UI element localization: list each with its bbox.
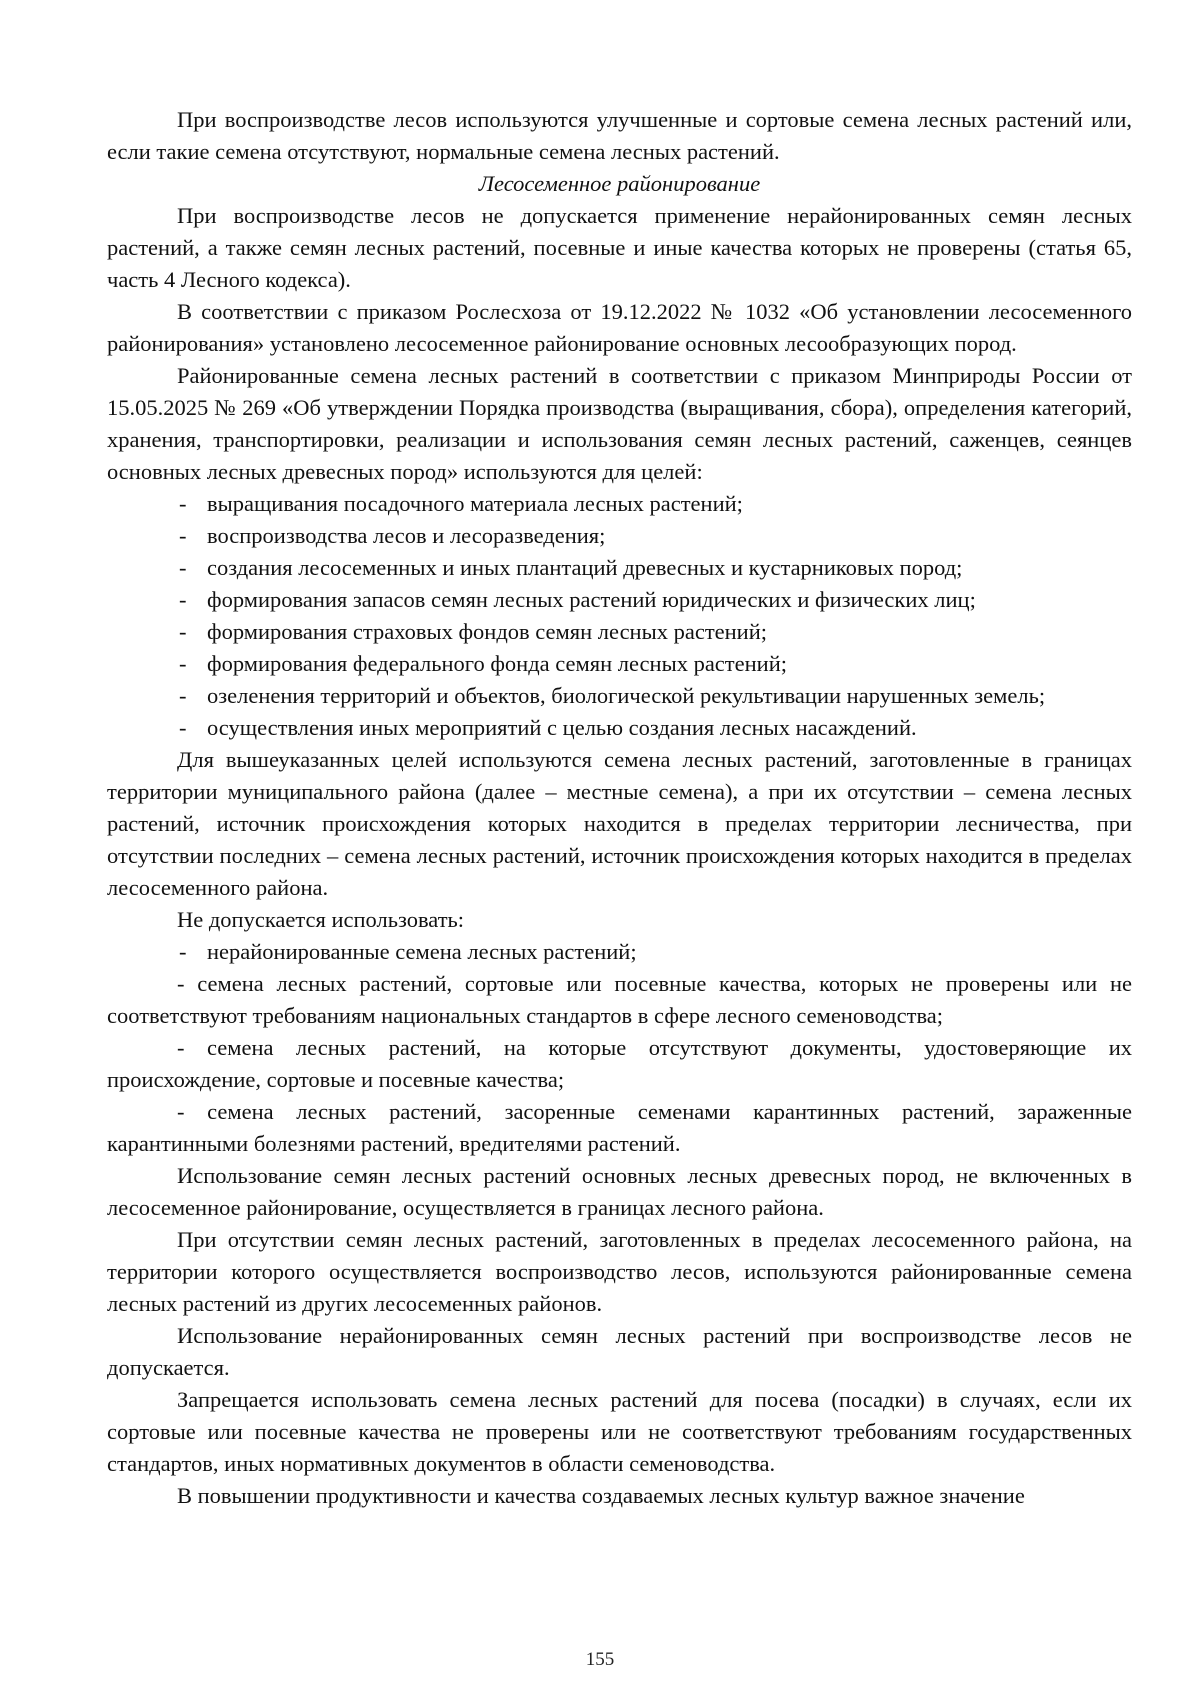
paragraph-sowing-prohibition: Запрещается использовать семена лесных растений для посева (посадки) в случаях, если их сортовые или посевные качества не проверены или не соответствуют требованиям государственных стандартов, иных нормативных документов в области семеноводства. — [107, 1387, 1132, 1476]
purposes-list — [107, 488, 1132, 744]
list-item: - осуществления иных мероприятий с целью создания лесных насаждений. — [107, 712, 1132, 744]
paragraph-prohibited-intro: Не допускается использовать: — [177, 907, 465, 932]
prohibited-item: - семена лесных растений, сортовые или посевные качества, которых не проверены или не соответствуют требованиям национальных стандартов в сфере лесного семеноводства; — [107, 971, 1132, 1028]
paragraph-other-districts: При отсутствии семян лесных растений, заготовленных в пределах лесосеменного района, на территории которого осуществляется воспроизводство лесов, используются районированные семена лесных растений из других лесосеменных районов. — [107, 1227, 1132, 1316]
list-item: - формирования запасов семян лесных растений юридических и физических лиц; — [107, 584, 1132, 616]
list-item: - формирования страховых фондов семян лесных растений; — [107, 616, 1132, 648]
list-item: - выращивания посадочного материала лесных растений; — [107, 488, 1132, 520]
list-item: - нерайонированные семена лесных растений; — [107, 936, 1132, 968]
list-item: - формирования федерального фонда семян лесных растений; — [107, 648, 1132, 680]
paragraph-non-zoned-ban: При воспроизводстве лесов не допускается применение нерайонированных семян лесных растений, а также семян лесных растений, посевные и иные качества которых не проверены (статья 65, часть 4 Лесного кодекса). — [107, 203, 1132, 292]
paragraph-non-zoned-not-allowed: Использование нерайонированных семян лесных растений при воспроизводстве лесов не допускается. — [107, 1323, 1132, 1380]
list-item: - создания лесосеменных и иных плантаций древесных и кустарниковых пород; — [107, 552, 1132, 584]
paragraph-productivity: В повышении продуктивности и качества создаваемых лесных культур важное значение — [177, 1483, 1025, 1508]
list-item: - озеленения территорий и объектов, биологической рекультивации нарушенных земель; — [107, 680, 1132, 712]
section-heading: Лесосеменное районирование — [478, 171, 761, 196]
paragraph-seeds-intro: При воспроизводстве лесов используются улучшенные и сортовые семена лесных растений или, если такие семена отсутствуют, нормальные семена лесных растений. — [107, 107, 1132, 164]
page-body — [107, 104, 1132, 1512]
paragraph-forest-district: Использование семян лесных растений основных лесных древесных пород, не включенных в лесосеменное районирование, осуществляется в границах лесного района. — [107, 1163, 1132, 1220]
paragraph-rosleskhoz-order: В соответствии с приказом Рослесхоза от 19.12.2022 № 1032 «Об установлении лесосеменного районирования» установлено лесосеменное районирование основных лесообразующих пород. — [107, 299, 1132, 356]
paragraph-local-seeds: Для вышеуказанных целей используются семена лесных растений, заготовленные в границах территории муниципального района (далее – местные семена), а при их отсутствии – семена лесных растений, источник происхождения которых находится в пределах территории лесничества, при отсутствии последних – семена лесных растений, источник происхождения которых находится в пределах лесосеменного района. — [107, 747, 1132, 900]
prohibited-item: - семена лесных растений, засоренные семенами карантинных растений, зараженные карантинными болезнями растений, вредителями растений. — [107, 1099, 1132, 1156]
list-item: - воспроизводства лесов и лесоразведения; — [107, 520, 1132, 552]
prohibited-list — [107, 936, 1132, 968]
prohibited-item: - семена лесных растений, на которые отсутствуют документы, удостоверяющие их происхождение, сортовые и посевные качества; — [107, 1035, 1132, 1092]
paragraph-minprirody-order: Районированные семена лесных растений в соответствии с приказом Минприроды России от 15.05.2025 № 269 «Об утверждении Порядка производства (выращивания, сбора), определения категорий, хранения, транспортировки, реализации и использования семян лесных растений, саженцев, сеянцев основных лесных древесных пород» используются для целей: — [107, 363, 1132, 484]
page-number: 155 — [585, 1649, 615, 1670]
